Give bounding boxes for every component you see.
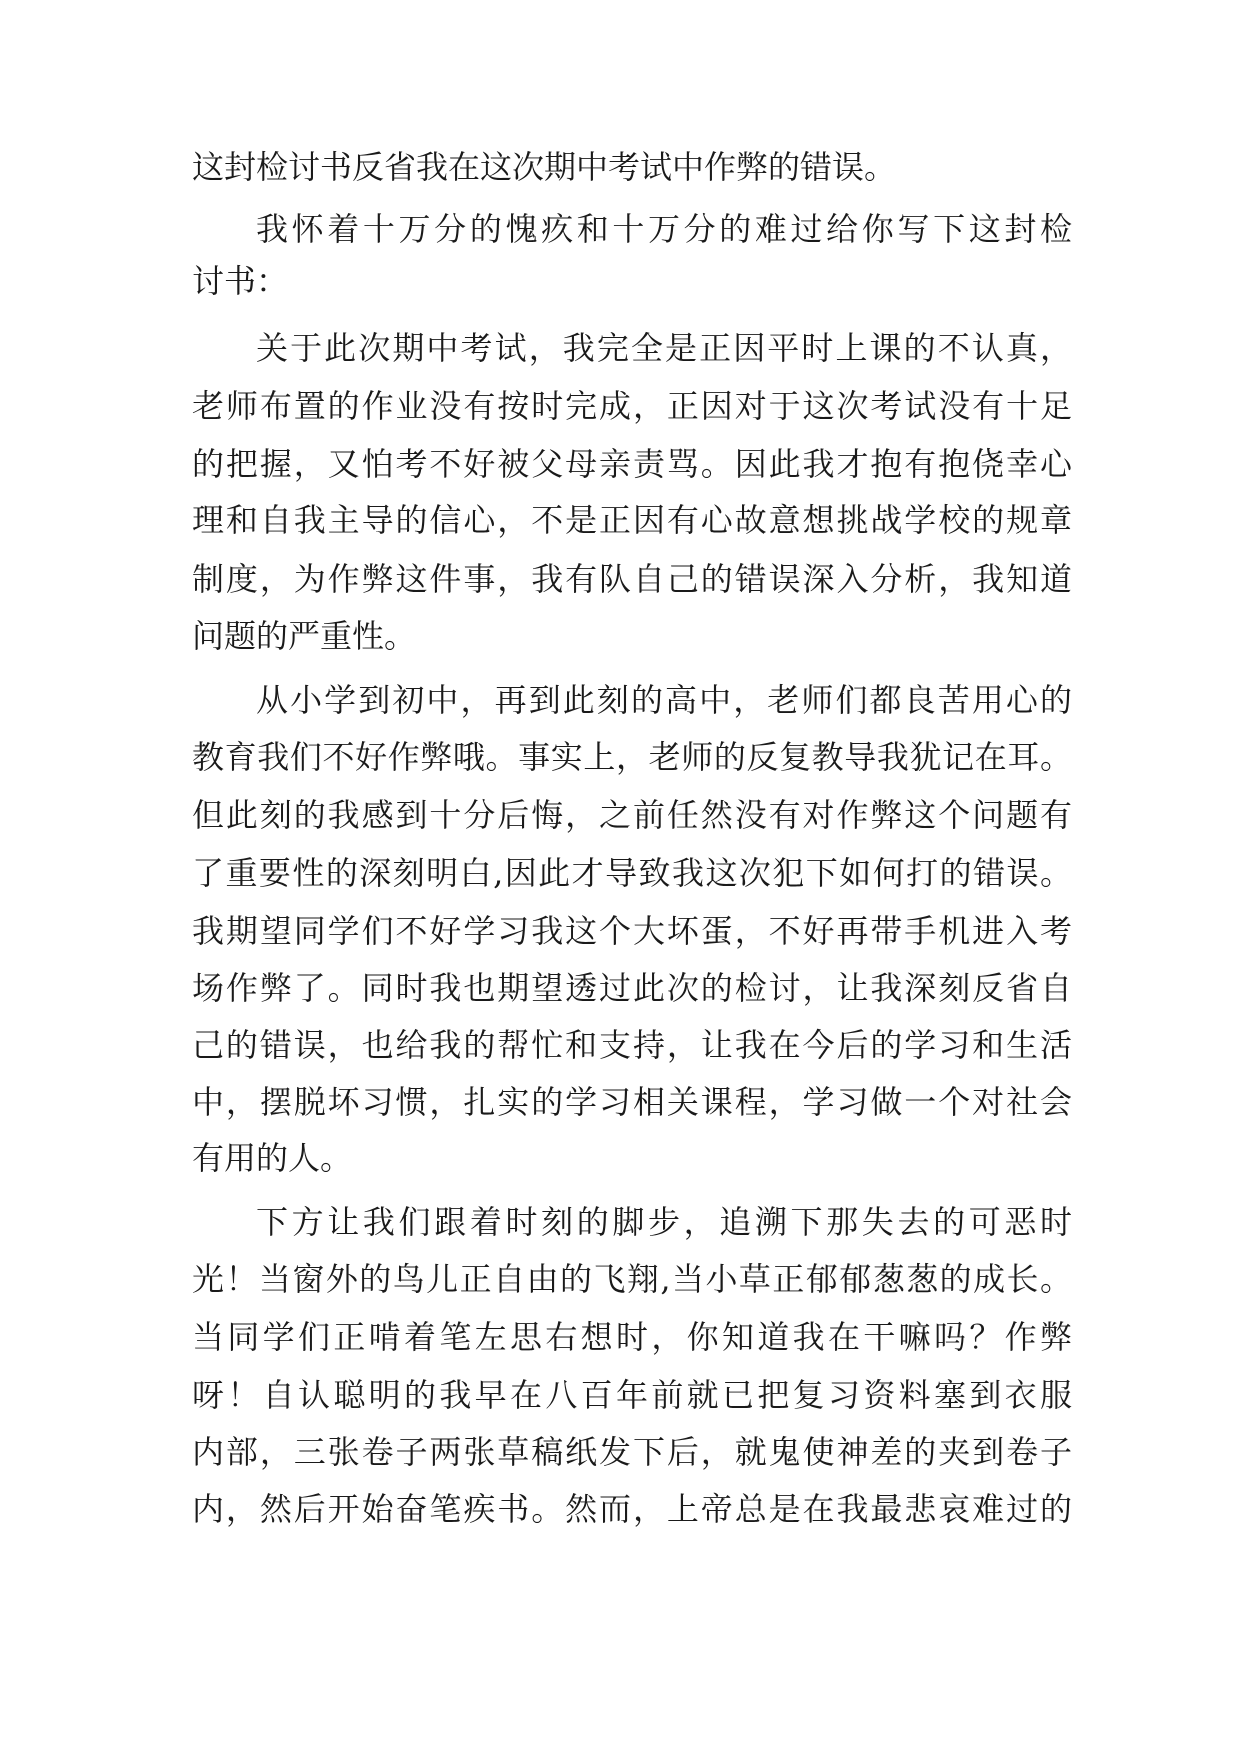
- text-line: 我期望同学们不好学习我这个大坏蛋，不好再带手机进入考: [192, 912, 1072, 950]
- text-line: 呀！自认聪明的我早在八百年前就已把复习资料塞到衣服: [192, 1376, 1072, 1414]
- text-line: 当同学们正啃着笔左思右想时，你知道我在干嘛吗？作弊: [192, 1318, 1072, 1356]
- text-line: 但此刻的我感到十分后悔，之前任然没有对作弊这个问题有: [192, 796, 1072, 834]
- text-line: 下方让我们跟着时刻的脚步，追溯下那失去的可恶时: [256, 1203, 1072, 1241]
- text-line: 教育我们不好作弊哦。事实上，老师的反复教导我犹记在耳。: [192, 738, 1072, 776]
- text-line: 场作弊了。同时我也期望透过此次的检讨，让我深刻反省自: [192, 969, 1072, 1007]
- text-line: 理和自我主导的信心，不是正因有心故意想挑战学校的规章: [192, 501, 1072, 539]
- text-line: 制度，为作弊这件事，我有队自己的错误深入分析，我知道: [192, 560, 1072, 598]
- text-line: 讨书：: [192, 262, 289, 300]
- text-line: 内，然后开始奋笔疾书。然而，上帝总是在我最悲哀难过的: [192, 1490, 1072, 1528]
- text-line: 问题的严重性。: [192, 617, 417, 655]
- text-line: 了重要性的深刻明白,因此才导致我这次犯下如何打的错误。: [192, 854, 1072, 892]
- text-line: 光！当窗外的鸟儿正自由的飞翔,当小草正郁郁葱葱的成长。: [192, 1260, 1072, 1298]
- text-line: 从小学到初中，再到此刻的高中，老师们都良苦用心的: [256, 681, 1072, 719]
- text-line: 关于此次期中考试，我完全是正因平时上课的不认真，: [256, 329, 1072, 367]
- text-line: 己的错误，也给我的帮忙和支持，让我在今后的学习和生活: [192, 1026, 1072, 1064]
- text-line: 这封检讨书反省我在这次期中考试中作弊的错误。: [192, 148, 897, 186]
- text-line: 有用的人。: [192, 1139, 353, 1177]
- text-line: 内部，三张卷子两张草稿纸发下后，就鬼使神差的夹到卷子: [192, 1433, 1072, 1471]
- text-line: 我怀着十万分的愧疚和十万分的难过给你写下这封检: [256, 210, 1072, 248]
- text-line: 中，摆脱坏习惯，扎实的学习相关课程，学习做一个对社会: [192, 1083, 1072, 1121]
- text-line: 老师布置的作业没有按时完成，正因对于这次考试没有十足: [192, 387, 1072, 425]
- text-line: 的把握，又怕考不好被父母亲责骂。因此我才抱有抱侥幸心: [192, 445, 1072, 483]
